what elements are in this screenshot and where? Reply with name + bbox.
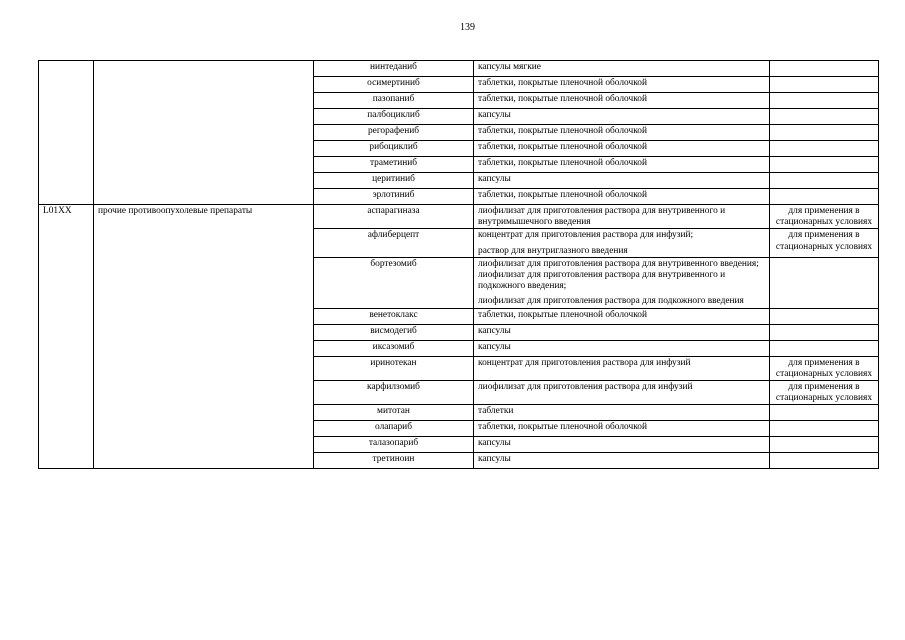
dosage-form-text: таблетки, покрытые пленочной оболочкой: [478, 126, 647, 136]
drug-name-cell: афлиберцепт: [314, 229, 474, 257]
drug-name-cell: осимертиниб: [314, 77, 474, 93]
dosage-form-cell: [474, 405, 770, 421]
usage-condition-cell: [770, 324, 879, 340]
dosage-form-text: таблетки: [478, 406, 514, 417]
dosage-form-cell: [474, 141, 770, 157]
dosage-form-text: таблетки, покрытые пленочной оболочкой: [478, 422, 647, 433]
drug-name-cell: талазопариб: [314, 437, 474, 453]
dosage-form-cell: [474, 205, 770, 229]
usage-condition-cell: [770, 421, 879, 437]
drug-name-cell: нинтеданиб: [314, 61, 474, 77]
dosage-form-cell: [474, 173, 770, 189]
group-name-cell: прочие противоопухолевые препараты: [94, 205, 314, 469]
usage-condition-cell: [770, 109, 879, 125]
drug-name-cell: траметиниб: [314, 157, 474, 173]
usage-condition-cell: для применения в стационарных условиях: [770, 229, 879, 257]
dosage-form-cell: [474, 93, 770, 109]
usage-condition-cell: [770, 340, 879, 356]
table-row: [39, 205, 879, 229]
dosage-form-cell: [474, 340, 770, 356]
usage-condition-cell: [770, 173, 879, 189]
dosage-form-cell: [474, 257, 770, 308]
table-row: [39, 61, 879, 77]
drug-name-cell: иксазомиб: [314, 340, 474, 356]
atc-code-cell: [39, 61, 94, 205]
dosage-form-cell: [474, 109, 770, 125]
dosage-form-cell: [474, 125, 770, 141]
dosage-form-text: лиофилизат для приготовления раствора для инфузий: [478, 382, 693, 393]
usage-condition-cell: [770, 77, 879, 93]
dosage-form-cell: [474, 229, 770, 257]
dosage-form-text: капсулы мягкие: [478, 62, 541, 72]
dosage-form-text: концентрат для приготовления раствора для инфузий: [478, 357, 691, 368]
usage-condition-cell: [770, 125, 879, 141]
dosage-form-cell: [474, 381, 770, 405]
drug-name-cell: палбоциклиб: [314, 109, 474, 125]
drug-table-body: [39, 61, 879, 469]
dosage-form-text: капсулы: [478, 454, 511, 465]
dosage-form-text: таблетки, покрытые пленочной оболочкой: [478, 309, 647, 320]
usage-condition-cell: [770, 437, 879, 453]
dosage-form-cell: [474, 77, 770, 93]
dosage-form-text: капсулы: [478, 174, 511, 184]
group-name-cell: [94, 61, 314, 205]
dosage-form-cell: [474, 308, 770, 324]
usage-condition-cell: [770, 308, 879, 324]
drug-name-cell: регорафениб: [314, 125, 474, 141]
page-number: 139: [460, 22, 475, 33]
dosage-form-text: таблетки, покрытые пленочной оболочкой: [478, 94, 647, 104]
drug-name-cell: висмодегиб: [314, 324, 474, 340]
dosage-form-text: капсулы: [478, 325, 511, 336]
dosage-form-text: концентрат для приготовления раствора для инфузий;: [478, 230, 694, 241]
dosage-form-text: капсулы: [478, 110, 511, 120]
usage-condition-cell: для применения в стационарных условиях: [770, 356, 879, 380]
usage-condition-cell: [770, 141, 879, 157]
drug-name-cell: карфилзомиб: [314, 381, 474, 405]
drug-name-cell: эрлотиниб: [314, 189, 474, 205]
drug-name-cell: третиноин: [314, 453, 474, 469]
dosage-form-cell: [474, 189, 770, 205]
drug-name-cell: митотан: [314, 405, 474, 421]
dosage-form-cell: [474, 356, 770, 380]
dosage-form-text: лиофилизат для приготовления раствора для подкожного введения: [478, 296, 744, 307]
usage-condition-cell: [770, 453, 879, 469]
dosage-form-text: лиофилизат для приготовления раствора для внутривенного и подкожного введения;: [478, 270, 726, 292]
drug-name-cell: бортезомиб: [314, 257, 474, 308]
dosage-form-text: таблетки, покрытые пленочной оболочкой: [478, 78, 647, 88]
dosage-form-text: лиофилизат для приготовления раствора для внутривенного и внутримышечного введения: [478, 206, 726, 228]
usage-condition-cell: [770, 257, 879, 308]
usage-condition-cell: [770, 189, 879, 205]
atc-code-cell: L01XX: [39, 205, 94, 469]
drug-name-cell: рибоциклиб: [314, 141, 474, 157]
drug-name-cell: венетоклакс: [314, 308, 474, 324]
drug-name-cell: аспарагиназа: [314, 205, 474, 229]
usage-condition-cell: [770, 157, 879, 173]
usage-condition-cell: [770, 405, 879, 421]
drug-name-cell: пазопаниб: [314, 93, 474, 109]
dosage-form-cell: [474, 157, 770, 173]
dosage-form-cell: [474, 421, 770, 437]
drug-name-cell: иринотекан: [314, 356, 474, 380]
drug-name-cell: церитиниб: [314, 173, 474, 189]
dosage-form-text: капсулы: [478, 438, 511, 449]
usage-condition-cell: [770, 61, 879, 77]
dosage-form-cell: [474, 324, 770, 340]
dosage-form-cell: [474, 453, 770, 469]
dosage-form-cell: [474, 61, 770, 77]
dosage-form-text: раствор для внутриглазного введения: [478, 245, 628, 256]
drug-table: [38, 60, 879, 469]
drug-name-cell: олапариб: [314, 421, 474, 437]
dosage-form-text: капсулы: [478, 341, 511, 352]
dosage-form-text: таблетки, покрытые пленочной оболочкой: [478, 158, 647, 168]
dosage-form-cell: [474, 437, 770, 453]
usage-condition-cell: для применения в стационарных условиях: [770, 205, 879, 229]
dosage-form-text: таблетки, покрытые пленочной оболочкой: [478, 142, 647, 152]
dosage-form-text: таблетки, покрытые пленочной оболочкой: [478, 190, 647, 200]
usage-condition-cell: для применения в стационарных условиях: [770, 381, 879, 405]
usage-condition-cell: [770, 93, 879, 109]
dosage-form-text: лиофилизат для приготовления раствора для внутривенного введения;: [478, 258, 759, 269]
